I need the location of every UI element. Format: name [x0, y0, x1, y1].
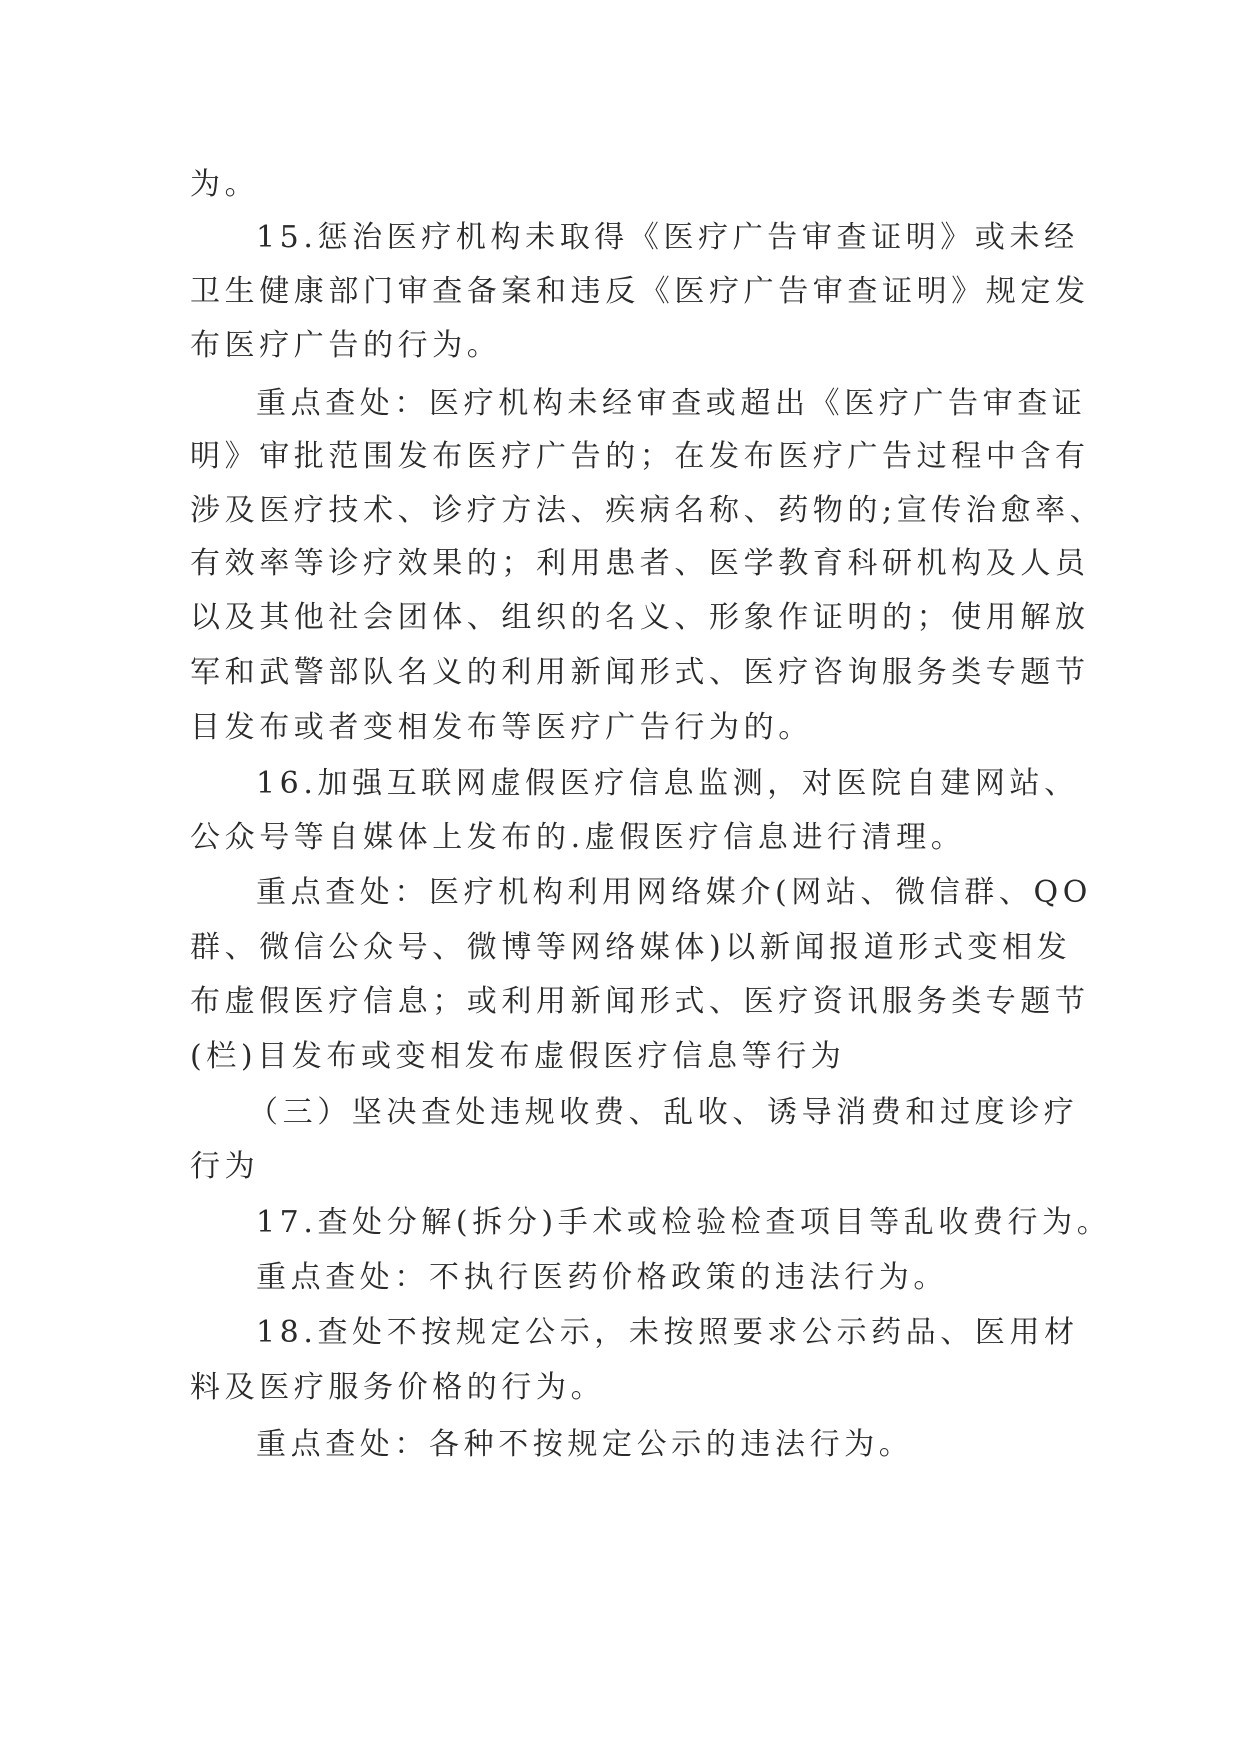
item-15-heading: 15.惩治医疗机构未取得《医疗广告审查证明》或未经 — [256, 220, 1079, 255]
item-16-heading: 16.加强互联网虚假医疗信息监测，对医院自建网站、 — [256, 766, 1079, 801]
key-focus-paragraph: 重点查处：医疗机构未经审查或超出《医疗广告审查证 — [256, 386, 1087, 421]
text-line: 公众号等自媒体上发布的.虚假医疗信息进行清理。 — [190, 820, 966, 855]
key-focus-paragraph: 重点查处：不执行医药价格政策的违法行为。 — [256, 1260, 948, 1295]
text-line: 料及医疗服务价格的行为。 — [190, 1370, 606, 1405]
text-line: 军和武警部队名义的利用新闻形式、医疗咨询服务类专题节 — [190, 655, 1090, 690]
text-line: 布医疗广告的行为。 — [190, 328, 502, 363]
section-3-heading: （三）坚决查处违规收费、乱收、诱导消费和过度诊疗 — [248, 1095, 1079, 1130]
text-line: 群、微信公众号、微博等网络媒体)以新闻报道形式变相发 — [190, 930, 1072, 965]
text-line: 有效率等诊疗效果的；利用患者、医学教育科研机构及人员 — [190, 546, 1090, 581]
text-line: 目发布或者变相发布等医疗广告行为的。 — [190, 710, 813, 745]
text-line: 卫生健康部门审查备案和违反《医疗广告审查证明》规定发 — [190, 274, 1090, 309]
text-line: 涉及医疗技术、诊疗方法、疾病名称、药物的;宣传治愈率、 — [190, 493, 1105, 528]
text-line: 以及其他社会团体、组织的名义、形象作证明的；使用解放 — [190, 600, 1090, 635]
key-focus-paragraph: 重点查处：医疗机构利用网络媒介(网站、微信群、QO — [256, 875, 1092, 910]
item-17-heading: 17.查处分解(拆分)手术或检验检查项目等乱收费行为。 — [256, 1205, 1112, 1240]
text-line: 布虚假医疗信息；或利用新闻形式、医疗资讯服务类专题节 — [190, 984, 1090, 1019]
item-18-heading: 18.查处不按规定公示，未按照要求公示药品、医用材 — [256, 1315, 1079, 1350]
text-line: 明》审批范围发布医疗广告的；在发布医疗广告过程中含有 — [190, 439, 1090, 474]
key-focus-paragraph: 重点查处：各种不按规定公示的违法行为。 — [256, 1427, 914, 1462]
text-line: (栏)目发布或变相发布虚假医疗信息等行为 — [190, 1039, 846, 1074]
text-line: 为。 — [190, 167, 260, 202]
text-line: 行为 — [190, 1149, 260, 1184]
